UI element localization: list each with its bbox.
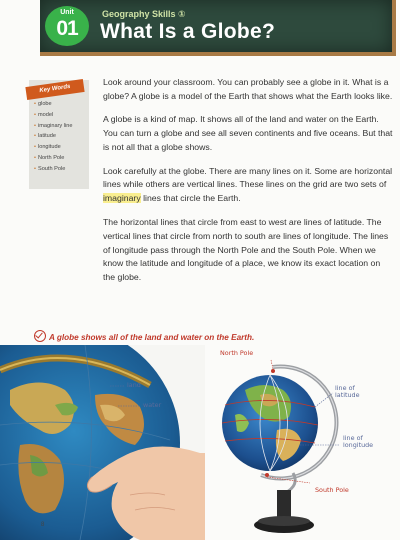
land-label: land <box>127 381 141 389</box>
unit-badge <box>45 6 89 46</box>
paragraph-4: The horizontal lines that circle from east to west are lines of latitude. The vertical lines that circle from north to south are lines of longitude. The lines of longitude pass through the North Pole and the South Pole. When we know the latitude and longitude of a place, we know its exact location on the globe. <box>103 216 389 283</box>
key-word-item: • globe <box>34 101 52 107</box>
key-word-item: • North Pole <box>34 154 65 161</box>
page-number: 8 <box>41 522 45 528</box>
key-word-item: • model <box>34 111 54 118</box>
figure-caption: A globe shows all of the land and water on the Earth. <box>34 330 254 342</box>
bullet-icon: • <box>34 144 36 151</box>
globe-closeup-figure <box>0 345 205 540</box>
key-word-item: • latitude <box>34 133 57 140</box>
paragraph-2: A globe is a kind of map. It shows all of the land and water on the Earth. You can turn a globe and see all seven continents and five oceans. But that is not all that a globe shows. <box>103 114 393 153</box>
longitude-label: line of longitude <box>343 434 374 450</box>
bullet-icon: • <box>34 165 36 172</box>
key-word-item: • imaginary line <box>34 122 73 129</box>
bullet-icon: • <box>34 122 36 129</box>
skill-title: Geography Skills ① <box>102 9 186 19</box>
bullet-icon: • <box>34 101 36 107</box>
key-words-list <box>34 99 72 175</box>
key-words-box <box>29 80 89 189</box>
south-pole-label: South Pole <box>315 486 349 494</box>
check-icon <box>34 330 46 342</box>
unit-label: Unit <box>60 9 74 16</box>
key-word-item: • South Pole <box>34 165 66 172</box>
globe-stand-figure <box>205 345 400 540</box>
page-title: What Is a Globe? <box>100 20 276 43</box>
bullet-icon: • <box>34 133 36 140</box>
body-text <box>103 76 393 295</box>
highlighted-word: imaginary <box>103 193 141 204</box>
key-words-title: Key Words <box>25 79 84 100</box>
bullet-icon: • <box>34 154 36 161</box>
water-label: water <box>143 401 162 409</box>
unit-number: 01 <box>56 17 78 40</box>
north-pole-label: North Pole <box>220 349 254 357</box>
bullet-icon: • <box>34 111 36 118</box>
paragraph-1: Look around your classroom. You can probably see a globe in it. What is a globe? A globe is a model of the Earth that shows what the Earth looks like. <box>103 77 393 101</box>
key-word-item: • longitude <box>34 144 61 151</box>
paragraph-3: Look carefully at the globe. There are many lines on it. Some are horizontal lines while others are vertical lines. These lines on the grid are two sets of imaginary lines that circle the Earth. <box>103 165 393 204</box>
globe-closeup-illustration <box>0 345 205 540</box>
latitude-label: line of latitude <box>335 384 360 400</box>
